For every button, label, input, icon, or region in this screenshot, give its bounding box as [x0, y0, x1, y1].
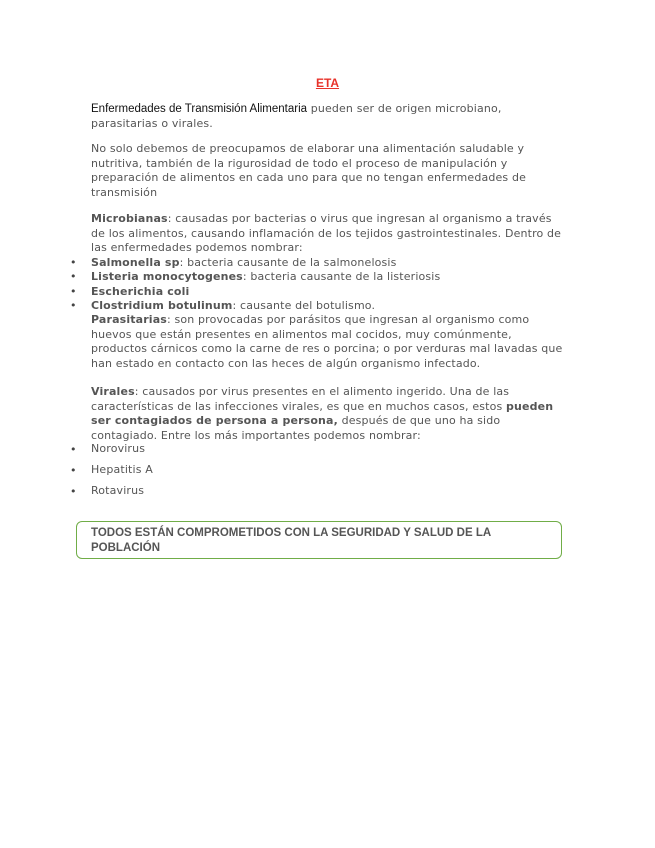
list-item-salmonella — [91, 256, 561, 271]
microbianas-paragraph — [91, 212, 569, 256]
intro-term: Enfermedades de Transmisión Alimentaria — [91, 103, 308, 115]
microbianas-text: : causadas por bacterias o virus que ingresan al organismo a través de los alimentos, causando inflamación de los tejidos gastrointestinales. Dentro de las enfermedades podemos nombrar: — [91, 212, 562, 254]
list-item-clostridium — [91, 299, 561, 314]
bacteria-desc: : bacteria causante de la listeriosis — [242, 270, 441, 283]
virales-label: Virales — [91, 385, 135, 398]
page-title: ETA — [315, 76, 340, 90]
bullet-marker: • — [70, 285, 77, 298]
paragraph-prevention: No solo debemos de preocupamos de elaborar una alimentación saludable y nutritiva, también de la rigurosidad de todo el proceso de manipulación y preparación de alimentos en cada uno para que no tengan enfermedades de transmisión — [91, 142, 526, 199]
list-item-ecoli — [91, 285, 561, 300]
bacteria-name: Listeria monocytogenes — [91, 270, 243, 283]
bacteria-desc: : causante del botulismo. — [232, 299, 376, 312]
bullet-marker: • — [70, 270, 77, 283]
bullet-marker: • — [70, 485, 77, 498]
bacteria-name: Salmonella sp — [91, 256, 180, 269]
bacteria-name: Clostridium botulinum — [91, 299, 233, 312]
microbianas-label: Microbianas — [91, 212, 168, 225]
virales-paragraph — [91, 385, 569, 443]
intro-paragraph — [91, 102, 569, 131]
list-item-listeria — [91, 270, 561, 285]
callout-text: TODOS ESTÁN COMPROMETIDOS CON LA SEGURIDAD Y SALUD DE LA POBLACIÓN — [91, 527, 491, 554]
virales-bold-text: pueden ser contagiados de persona a persona, — [91, 399, 554, 427]
bacteria-desc: : bacteria causante de la salmonelosis — [179, 256, 397, 269]
virales-text: : causados por virus presentes en el alimento ingerido. Una de las características de las infecciones virales, es que en muchos casos, estos — [91, 385, 510, 413]
parasitarias-label: Parasitarias — [91, 313, 168, 326]
parasitarias-paragraph — [91, 313, 569, 371]
intro-rest: pueden ser de origen microbiano, parasitarias o virales. — [91, 102, 502, 130]
bacteria-name: Escherichia coli — [91, 285, 190, 298]
list-item-hepatitis-a: Hepatitis A — [91, 463, 153, 476]
list-item-rotavirus: Rotavirus — [91, 484, 145, 497]
bullet-marker: • — [70, 443, 77, 456]
bullet-marker: • — [70, 256, 77, 269]
virales-text-end: después de que uno ha sido contagiado. Entre los más importantes podemos nombrar: — [91, 414, 501, 442]
bullet-marker: • — [70, 464, 77, 477]
bullet-marker: • — [70, 299, 77, 312]
parasitarias-text: : son provocadas por parásitos que ingresan al organismo como huevos que están presentes en alimentos mal cocidos, muy comúnmente, productos cárnicos como la carne de res o porcina; o por verduras mal lavadas que han estado en contacto con las heces de algún organismo infectado. — [91, 313, 563, 370]
list-item-norovirus: Norovirus — [91, 442, 146, 455]
callout-box — [76, 521, 562, 559]
